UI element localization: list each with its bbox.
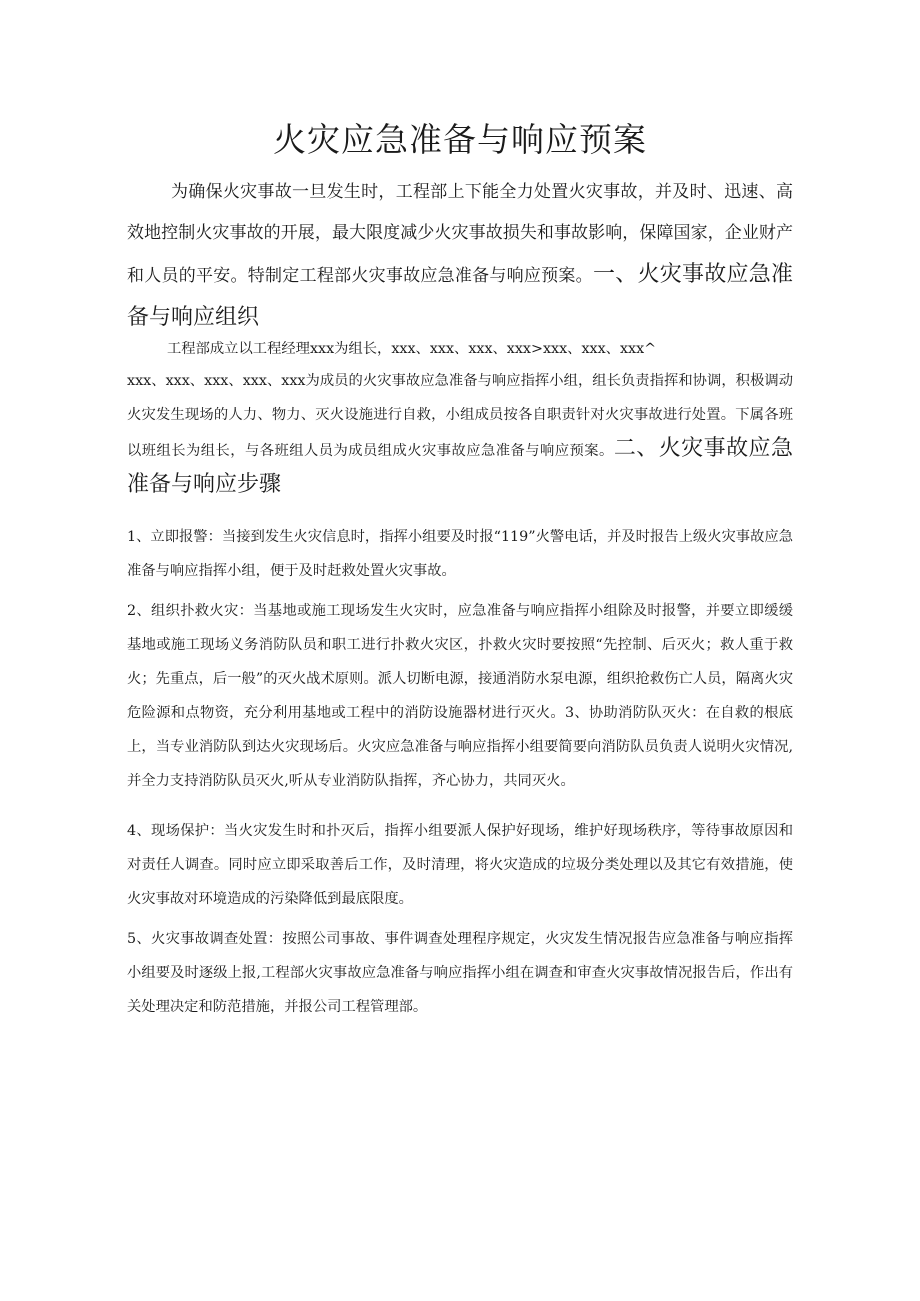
step-1-paragraph: 1、立即报警：当接到发生火灾信息时，指挥小组要及时报“119”火警电话，并及时报告上级火灾事故应急准备与响应指挥小组，便于及时赶救处置火灾事故。 — [127, 529, 793, 579]
org-paragraph-line1: 工程部成立以工程经理xxx为组长，xxx、xxx、xxx、xxx>xxx、xxx、xxx^ — [167, 341, 657, 357]
intro-paragraph — [127, 172, 793, 340]
org-text: xxx、xxx、xxx、xxx、xxx为成员的火灾事故应急准备与响应指挥小组，组长负责指挥和协调，积极调动火灾发生现场的人力、物力、灭火设施进行自救，小组成员按各自职责针对火灾事故进行处置。下属各班以班组长为组长，与各班组人员为成员组成火灾事故应急准备与响应预案。 — [127, 373, 793, 459]
document-title: 火灾应急准备与响应预案 — [273, 120, 647, 159]
step-3-text: 3、协助消防队灭火：在自救的根底上，当专业消防队到达火灾现场后。火灾应急准备与响应指挥小组要简要向消防队员负责人说明火灾情况,并全力支持消防队员灭火,听从专业消防队指挥，齐心协力，共同灭火。 — [127, 705, 793, 789]
org-paragraph — [127, 364, 793, 504]
step-2-paragraph — [127, 594, 793, 798]
step-2-text: 2、组织扑救火灾：当基地或施工现场发生火灾时，应急准备与响应指挥小组除及时报警，并要立即缓缓基地或施工现场义务消防队员和职工进行扑救火灾区，扑救火灾时要按照“先控制、后灭火；救人重于救火；先重点，后一般”的灭火战术原则。派人切断电源，接通消防水泵电源，组织抢救伤亡人员，隔离火灾危险源和点物资，充分利用基地或工程中的消防设施器材进行灭火。 — [127, 603, 793, 721]
step-5-paragraph: 5、火灾事故调查处置：按照公司事故、事件调查处理程序规定，火灾发生情况报告应急准备与响应指挥小组要及时逐级上报,工程部火灾事故应急准备与响应指挥小组在调查和审查火灾事故情况报告后，作出有关处理决定和防范措施，并报公司工程管理部。 — [127, 931, 793, 1015]
section2-heading: 二、火灾事故应急准备与响应步骤 — [127, 436, 793, 497]
section1-heading: 一、火灾事故应急准备与响应组织 — [127, 262, 793, 330]
intro-text: 为确保火灾事故一旦发生时，工程部上下能全力处置火灾事故，并及时、迅速、高效地控制火灾事故的开展，最大限度减少火灾事故损失和事故影响，保障国家，企业财产和人员的平安。特制定工程部火灾事故应急准备与响应预案。 — [127, 182, 793, 286]
step-4-paragraph: 4、现场保护：当火灾发生时和扑灭后，指挥小组要派人保护好现场，维护好现场秩序，等待事故原因和对责任人调查。同时应立即采取善后工作，及时清理，将火灾造成的垃圾分类处理以及其它有效措施，使火灾事故对环境造成的污染降低到最底限度。 — [127, 823, 793, 907]
